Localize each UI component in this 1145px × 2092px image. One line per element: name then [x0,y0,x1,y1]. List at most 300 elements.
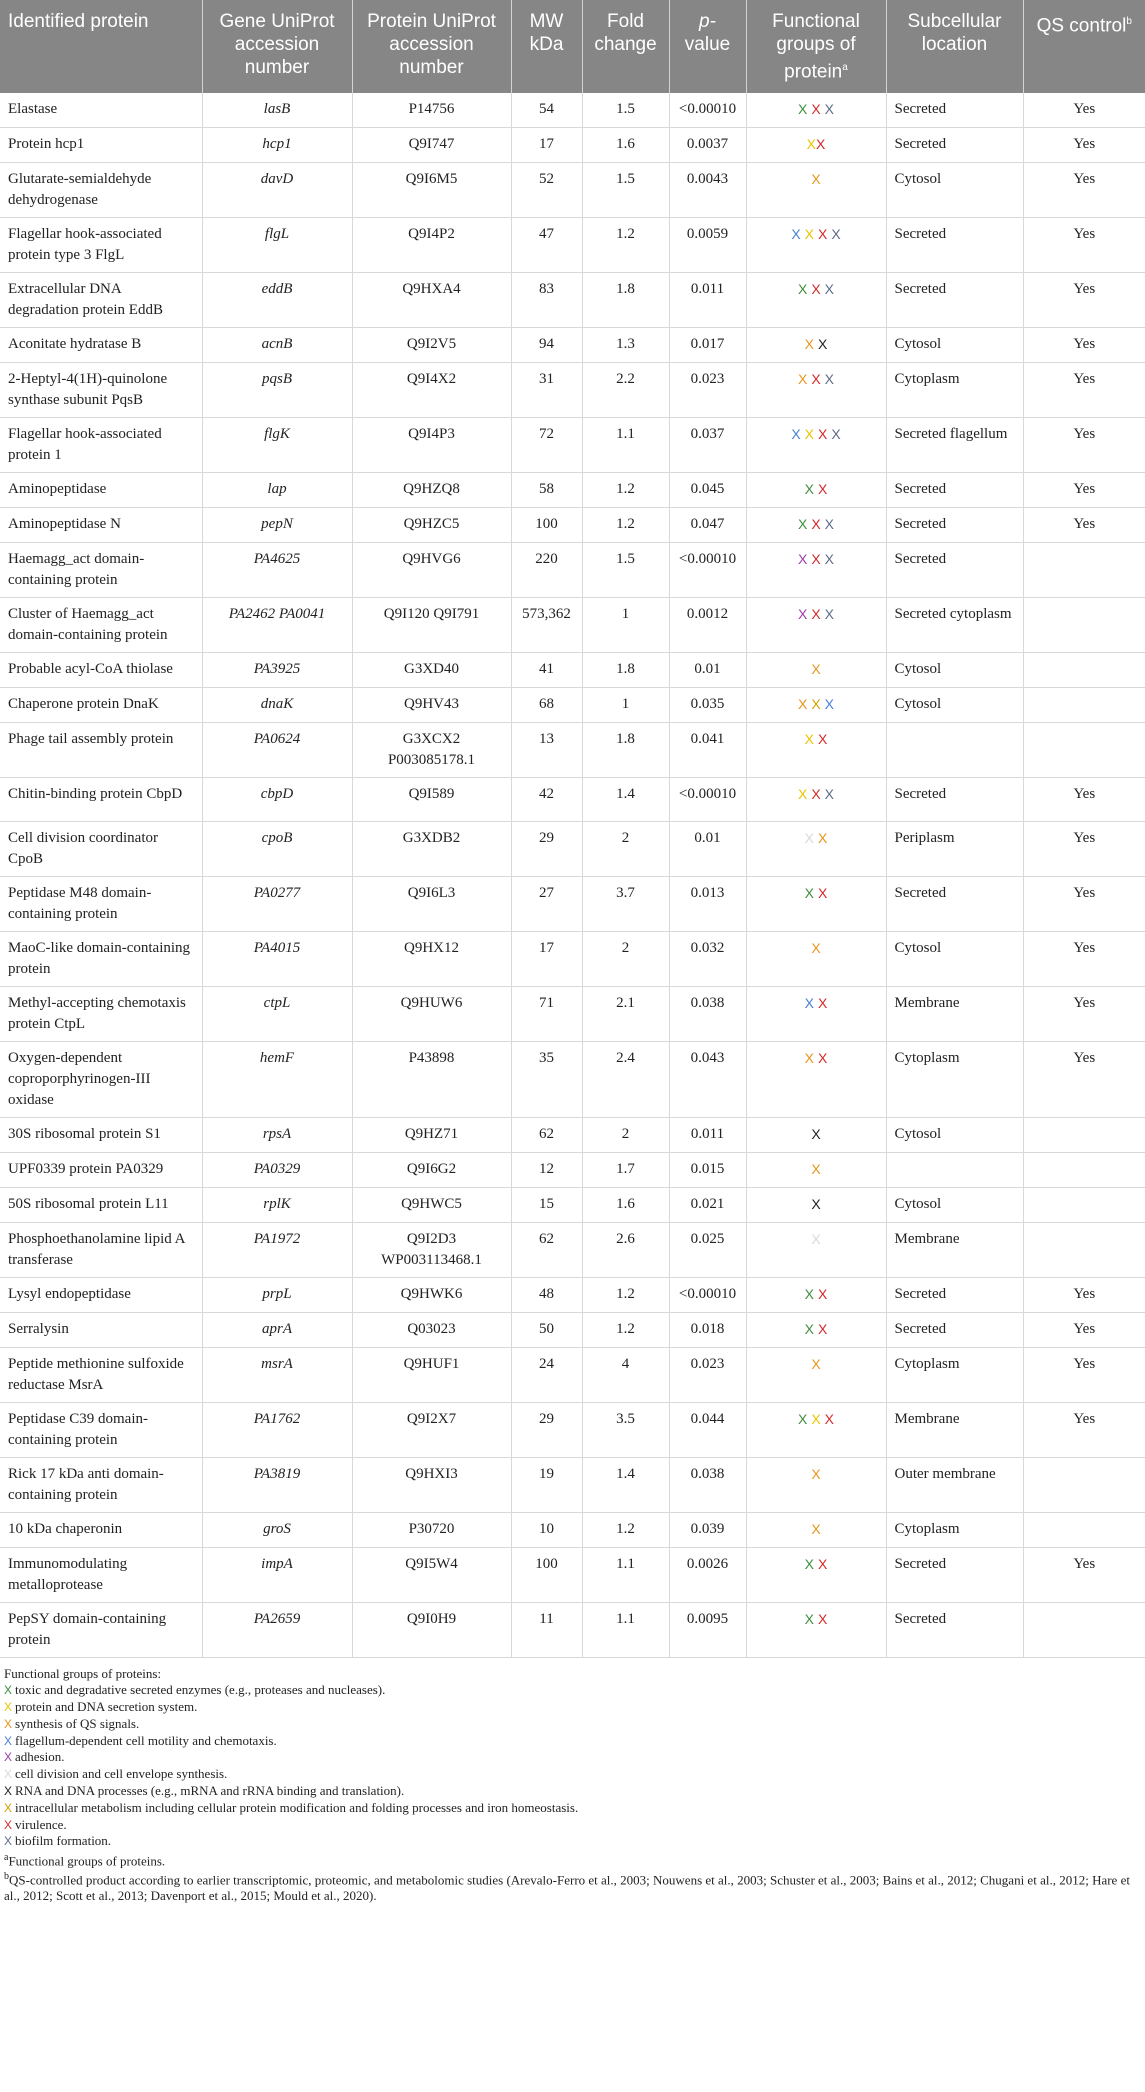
table-row [0,218,1145,273]
cell-qs-control: Yes [1023,1348,1145,1403]
table-row [0,987,1145,1042]
cell-functional-groups [746,363,886,418]
functional-group-mark: X [804,336,814,353]
header-gene: Gene UniProt accession number [202,0,352,93]
table-row [0,1188,1145,1223]
cell-qs-control [1023,1153,1145,1188]
cell-mw: 71 [511,987,582,1042]
cell-functional-groups [746,163,886,218]
cell-p-value: 0.043 [669,1042,746,1118]
cell-location: Cytosol [886,932,1023,987]
cell-protein: Aminopeptidase N [0,508,202,543]
cell-mw: 13 [511,723,582,778]
functional-group-mark: X [824,551,835,568]
functional-group-mark: X [824,606,835,623]
functional-group-mark: X [811,606,821,623]
functional-group-mark: X [797,696,808,713]
cell-accession: Q9I5W4 [352,1548,511,1603]
table-notes [0,1658,1145,1904]
functional-group-mark: X [804,426,814,443]
cell-fold-change: 2.1 [582,987,669,1042]
functional-group-mark: X [804,1556,814,1573]
cell-functional-groups [746,93,886,128]
functional-group-mark: X [804,1321,814,1338]
cell-protein: Protein hcp1 [0,128,202,163]
cell-p-value: 0.0012 [669,598,746,653]
cell-protein: Oxygen-dependent coproporphyrinogen-III oxidase [0,1042,202,1118]
legend-mark: X [4,1800,13,1815]
cell-functional-groups [746,418,886,473]
functional-group-mark: X [824,1411,835,1428]
legend-text: cell division and cell envelope synthesis. [15,1766,228,1782]
legend-item [4,1749,1141,1766]
cell-qs-control [1023,598,1145,653]
cell-location: Cytoplasm [886,1348,1023,1403]
cell-protein: Chitin-binding protein CbpD [0,778,202,822]
cell-functional-groups [746,987,886,1042]
cell-fold-change: 1.6 [582,128,669,163]
functional-group-mark: X [824,516,835,533]
legend-mark: X [4,1683,13,1698]
cell-functional-groups [746,688,886,723]
cell-qs-control: Yes [1023,932,1145,987]
header-qs-control: QS control$^b$ [1023,0,1145,93]
functional-group-mark: X [811,1126,821,1143]
cell-gene: PA2659 [202,1603,352,1658]
legend-mark: X [4,1767,13,1782]
cell-fold-change: 1.2 [582,1313,669,1348]
cell-functional-groups [746,877,886,932]
table-row [0,877,1145,932]
functional-group-mark: X [811,1196,821,1213]
cell-p-value: 0.018 [669,1313,746,1348]
cell-gene: lasB [202,93,352,128]
table-row [0,1513,1145,1548]
functional-group-mark: X [811,171,821,188]
table-row [0,598,1145,653]
functional-group-mark: X [806,136,816,153]
cell-mw: 62 [511,1223,582,1278]
cell-gene: cbpD [202,778,352,822]
cell-protein: PepSY domain-containing protein [0,1603,202,1658]
cell-mw: 29 [511,822,582,877]
cell-gene: PA0329 [202,1153,352,1188]
cell-location: Secreted [886,128,1023,163]
table-row [0,363,1145,418]
functional-group-mark: X [811,786,821,803]
cell-accession: Q9I2D3 WP003113468.1 [352,1223,511,1278]
cell-qs-control [1023,1188,1145,1223]
cell-qs-control: Yes [1023,1313,1145,1348]
cell-qs-control: Yes [1023,1403,1145,1458]
cell-location: Secreted [886,778,1023,822]
cell-gene: cpoB [202,822,352,877]
cell-accession: Q9I589 [352,778,511,822]
cell-p-value: 0.038 [669,987,746,1042]
cell-gene: msrA [202,1348,352,1403]
cell-functional-groups [746,932,886,987]
cell-qs-control: Yes [1023,987,1145,1042]
table-row [0,1548,1145,1603]
functional-group-mark: X [811,371,821,388]
cell-functional-groups [746,1223,886,1278]
legend-item [4,1817,1141,1834]
legend-mark: X [4,1716,13,1731]
cell-protein: MaoC-like domain-containing protein [0,932,202,987]
cell-fold-change: 3.7 [582,877,669,932]
table-row [0,328,1145,363]
cell-p-value: 0.021 [669,1188,746,1223]
functional-group-mark: X [797,281,808,298]
cell-p-value: 0.011 [669,273,746,328]
cell-p-value: 0.035 [669,688,746,723]
cell-functional-groups [746,778,886,822]
cell-gene: PA2462 PA0041 [202,598,352,653]
table-row [0,1313,1145,1348]
header-row [0,0,1145,93]
cell-protein: Lysyl endopeptidase [0,1278,202,1313]
cell-fold-change: 1.2 [582,218,669,273]
table-row [0,128,1145,163]
cell-gene: PA4015 [202,932,352,987]
cell-gene: acnB [202,328,352,363]
cell-mw: 68 [511,688,582,723]
cell-p-value: 0.01 [669,653,746,688]
cell-fold-change: 1.4 [582,1458,669,1513]
cell-protein: 2-Heptyl-4(1H)-quinolone synthase subunit PqsB [0,363,202,418]
cell-accession: Q9HUW6 [352,987,511,1042]
cell-p-value: 0.0059 [669,218,746,273]
header-accession: Protein UniProt accession number [352,0,511,93]
cell-mw: 12 [511,1153,582,1188]
cell-location: Membrane [886,1223,1023,1278]
cell-mw: 24 [511,1348,582,1403]
cell-mw: 47 [511,218,582,273]
cell-fold-change: 1.3 [582,328,669,363]
cell-protein: Cell division coordinator CpoB [0,822,202,877]
cell-accession: P30720 [352,1513,511,1548]
functional-group-mark: X [811,101,821,118]
cell-protein: Phage tail assembly protein [0,723,202,778]
cell-fold-change: 1 [582,598,669,653]
cell-p-value: 0.047 [669,508,746,543]
cell-fold-change: 1.1 [582,1548,669,1603]
cell-fold-change: 1.1 [582,1603,669,1658]
functional-group-mark: X [818,1286,828,1303]
cell-mw: 54 [511,93,582,128]
cell-gene: flgK [202,418,352,473]
cell-accession: Q9I2X7 [352,1403,511,1458]
legend-mark: X [4,1750,13,1765]
cell-p-value: <0.00010 [669,778,746,822]
cell-accession: Q03023 [352,1313,511,1348]
cell-qs-control: Yes [1023,363,1145,418]
cell-mw: 10 [511,1513,582,1548]
functional-group-mark: X [804,1286,814,1303]
cell-mw: 27 [511,877,582,932]
cell-fold-change: 1.8 [582,653,669,688]
functional-group-mark: X [791,226,801,243]
cell-fold-change: 1.4 [582,778,669,822]
cell-accession: P14756 [352,93,511,128]
cell-gene: eddB [202,273,352,328]
cell-qs-control [1023,1513,1145,1548]
functional-group-mark: X [831,426,841,443]
legend-item [4,1783,1141,1800]
cell-fold-change: 1.2 [582,1513,669,1548]
cell-p-value: 0.023 [669,1348,746,1403]
cell-qs-control: Yes [1023,1278,1145,1313]
legend-item [4,1733,1141,1750]
legend-text: protein and DNA secretion system. [15,1698,198,1714]
cell-protein: Probable acyl-CoA thiolase [0,653,202,688]
functional-group-mark: X [804,481,814,498]
legend-mark: X [4,1834,13,1849]
cell-location: Secreted [886,877,1023,932]
cell-protein: Chaperone protein DnaK [0,688,202,723]
cell-qs-control: Yes [1023,508,1145,543]
functional-group-mark: X [811,1161,821,1178]
legend-mark: X [4,1817,13,1832]
cell-fold-change: 1.6 [582,1188,669,1223]
cell-gene: davD [202,163,352,218]
cell-location: Cytosol [886,653,1023,688]
cell-functional-groups [746,822,886,877]
cell-protein: Methyl-accepting chemotaxis protein CtpL [0,987,202,1042]
cell-qs-control [1023,1603,1145,1658]
cell-qs-control [1023,688,1145,723]
cell-qs-control: Yes [1023,328,1145,363]
cell-qs-control [1023,1118,1145,1153]
functional-group-mark: X [816,136,826,153]
cell-accession: Q9HVG6 [352,543,511,598]
cell-qs-control: Yes [1023,877,1145,932]
cell-qs-control: Yes [1023,473,1145,508]
cell-location: Secreted flagellum [886,418,1023,473]
cell-protein: Rick 17 kDa anti domain-containing protein [0,1458,202,1513]
cell-functional-groups [746,1118,886,1153]
cell-mw: 17 [511,932,582,987]
cell-p-value: 0.0026 [669,1548,746,1603]
cell-qs-control: Yes [1023,273,1145,328]
functional-group-mark: X [811,281,821,298]
footnote-b: $^b$QS-controlled product according to earlier transcriptomic, proteomic, and metabolomic studies (Arevalo-Ferro et al., 2003; Nouwens et al., 2003; Schuster et al., 2003; Bains et al., 2012; Chugani et al., 2012; Hare et al., 2012; Scott et al., 2013; Davenport et al., 2015; Mould et al., 2020). [4,1871,1130,1904]
cell-protein: UPF0339 protein PA0329 [0,1153,202,1188]
footnote-a: $^a$Functional groups of proteins. [4,1852,166,1869]
cell-location: Secreted [886,1278,1023,1313]
cell-mw: 41 [511,653,582,688]
functional-group-mark: X [811,1521,821,1538]
cell-fold-change: 1.5 [582,163,669,218]
legend-mark: X [4,1733,13,1748]
cell-location: Cytoplasm [886,363,1023,418]
cell-location: Membrane [886,1403,1023,1458]
cell-location: Secreted [886,93,1023,128]
functional-group-mark: X [797,1411,808,1428]
cell-qs-control [1023,543,1145,598]
cell-mw: 35 [511,1042,582,1118]
cell-location: Membrane [886,987,1023,1042]
cell-p-value: 0.0095 [669,1603,746,1658]
cell-location: Cytosol [886,1188,1023,1223]
functional-group-mark: X [804,995,814,1012]
cell-accession: Q9HV43 [352,688,511,723]
functional-group-mark: X [811,1466,821,1483]
cell-accession: G3XDB2 [352,822,511,877]
legend-text: biofilm formation. [15,1833,112,1849]
cell-functional-groups [746,128,886,163]
cell-qs-control [1023,1223,1145,1278]
legend-text: virulence. [15,1816,67,1832]
cell-location: Cytosol [886,1118,1023,1153]
cell-qs-control: Yes [1023,163,1145,218]
cell-accession: Q9I2V5 [352,328,511,363]
legend-text: synthesis of QS signals. [15,1715,140,1731]
legend-item [4,1682,1141,1699]
table-row [0,1458,1145,1513]
cell-accession: P43898 [352,1042,511,1118]
cell-qs-control: Yes [1023,1548,1145,1603]
cell-location: Secreted cytoplasm [886,598,1023,653]
cell-functional-groups [746,218,886,273]
cell-gene: aprA [202,1313,352,1348]
cell-functional-groups [746,473,886,508]
cell-accession: Q9HZC5 [352,508,511,543]
cell-accession: Q9HXA4 [352,273,511,328]
cell-p-value: <0.00010 [669,93,746,128]
cell-protein: 30S ribosomal protein S1 [0,1118,202,1153]
cell-protein: 50S ribosomal protein L11 [0,1188,202,1223]
cell-fold-change: 1.2 [582,508,669,543]
legend-mark: X [4,1783,13,1798]
cell-p-value: 0.023 [669,363,746,418]
functional-group-mark: X [818,426,828,443]
table-row [0,932,1145,987]
cell-mw: 17 [511,128,582,163]
cell-p-value: 0.017 [669,328,746,363]
cell-gene: prpL [202,1278,352,1313]
cell-mw: 50 [511,1313,582,1348]
cell-fold-change: 2 [582,822,669,877]
cell-location: Secreted [886,1313,1023,1348]
cell-functional-groups [746,543,886,598]
cell-qs-control: Yes [1023,93,1145,128]
table-row [0,778,1145,822]
functional-group-mark: X [804,885,814,902]
cell-functional-groups [746,1603,886,1658]
functional-group-mark: X [797,371,808,388]
cell-p-value: 0.025 [669,1223,746,1278]
header-fold-change: Fold change [582,0,669,93]
cell-fold-change: 1.5 [582,543,669,598]
cell-gene: hcp1 [202,128,352,163]
cell-functional-groups [746,1042,886,1118]
cell-p-value: <0.00010 [669,543,746,598]
functional-group-mark: X [811,1231,821,1248]
table-row [0,1603,1145,1658]
table-row [0,543,1145,598]
cell-p-value: 0.039 [669,1513,746,1548]
cell-qs-control [1023,723,1145,778]
cell-mw: 31 [511,363,582,418]
functional-group-mark: X [818,336,828,353]
cell-protein: Haemagg_act domain-containing protein [0,543,202,598]
cell-gene: PA3925 [202,653,352,688]
cell-mw: 573,362 [511,598,582,653]
cell-location: Cytosol [886,163,1023,218]
cell-mw: 29 [511,1403,582,1458]
cell-mw: 52 [511,163,582,218]
cell-p-value: 0.011 [669,1118,746,1153]
cell-p-value: 0.013 [669,877,746,932]
cell-mw: 58 [511,473,582,508]
cell-p-value: 0.015 [669,1153,746,1188]
cell-protein: Extracellular DNA degradation protein EddB [0,273,202,328]
cell-mw: 15 [511,1188,582,1223]
cell-gene: PA3819 [202,1458,352,1513]
functional-group-mark: X [831,226,841,243]
cell-fold-change: 1.7 [582,1153,669,1188]
cell-qs-control: Yes [1023,822,1145,877]
cell-gene: PA0624 [202,723,352,778]
cell-p-value: 0.044 [669,1403,746,1458]
cell-fold-change: 2.4 [582,1042,669,1118]
cell-protein: Peptidase C39 domain-containing protein [0,1403,202,1458]
cell-location: Periplasm [886,822,1023,877]
cell-location: Cytoplasm [886,1513,1023,1548]
cell-accession: Q9I6M5 [352,163,511,218]
cell-protein: Peptide methionine sulfoxide reductase MsrA [0,1348,202,1403]
cell-accession: Q9I4P2 [352,218,511,273]
legend-text: toxic and degradative secreted enzymes (e.g., proteases and nucleases). [15,1682,386,1698]
cell-functional-groups [746,1513,886,1548]
cell-p-value: 0.032 [669,932,746,987]
legend-mark: X [4,1699,13,1714]
cell-qs-control: Yes [1023,1042,1145,1118]
cell-location: Outer membrane [886,1458,1023,1513]
functional-group-mark: X [797,606,808,623]
cell-protein: Aminopeptidase [0,473,202,508]
header-functional-groups: Functional groups of protein$^a$ [746,0,886,93]
functional-group-mark: X [811,940,821,957]
functional-group-legend [4,1682,1141,1850]
cell-gene: groS [202,1513,352,1548]
table-row [0,508,1145,543]
cell-location: Cytosol [886,328,1023,363]
cell-accession: Q9HXI3 [352,1458,511,1513]
functional-group-mark: X [818,226,828,243]
functional-group-mark: X [811,1411,821,1428]
functional-group-mark: X [818,1050,828,1067]
functional-group-mark: X [797,551,808,568]
cell-mw: 100 [511,1548,582,1603]
cell-p-value: 0.045 [669,473,746,508]
cell-functional-groups [746,653,886,688]
functional-group-mark: X [797,101,808,118]
table-row [0,93,1145,128]
cell-location [886,1153,1023,1188]
functional-group-mark: X [791,426,801,443]
cell-functional-groups [746,508,886,543]
functional-group-mark: X [811,1356,821,1373]
cell-p-value: 0.037 [669,418,746,473]
functional-group-mark: X [804,830,814,847]
cell-mw: 100 [511,508,582,543]
table-row [0,723,1145,778]
cell-protein: Elastase [0,93,202,128]
header-mw: MW kDa [511,0,582,93]
cell-accession: Q9I6L3 [352,877,511,932]
